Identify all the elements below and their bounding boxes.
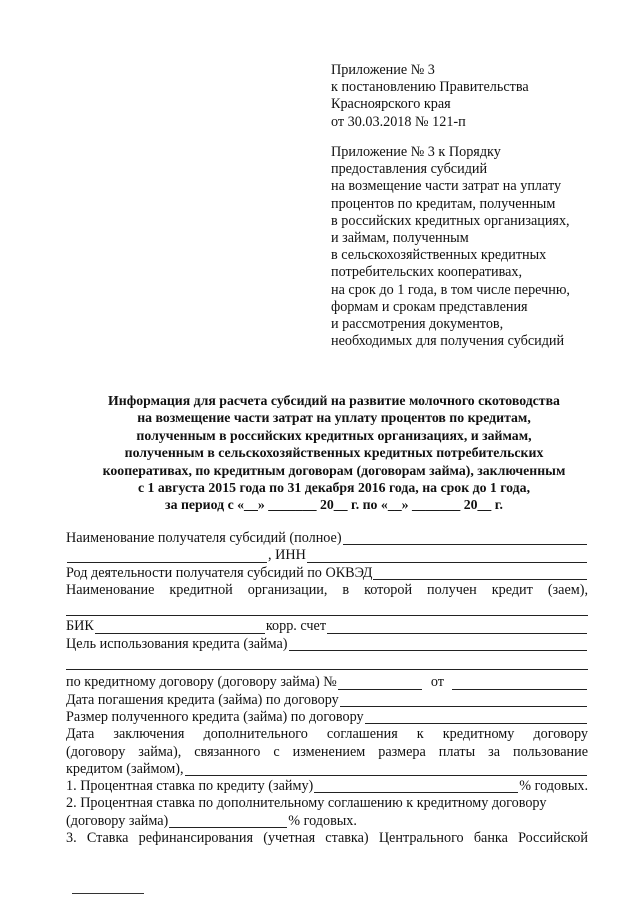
item1-suffix: % годовых.	[519, 778, 588, 795]
recipient-name-label: Наименование получателя субсидий (полное)	[66, 530, 342, 546]
header-line: формам и срокам представления	[331, 298, 528, 315]
purpose-continuation-row	[66, 655, 588, 672]
header-line: к постановлению Правительства	[331, 79, 529, 96]
period-prefix: за период с «	[165, 497, 245, 513]
bik-row	[66, 618, 588, 635]
okved-row	[66, 565, 588, 582]
header-line: Приложение № 3	[331, 62, 435, 78]
item1-label: 1. Процентная ставка по кредиту (займу)	[66, 778, 314, 795]
bik-field[interactable]	[95, 620, 265, 634]
title-line: на возмещение части затрат на уплату процентов по кредитам,	[137, 410, 531, 426]
agreement-from-label: от	[430, 674, 444, 691]
header-line: от 30.03.2018 № 121-п	[331, 113, 466, 130]
appendix-header-decree	[331, 62, 529, 131]
credit-org-label: Наименование кредитной организации, в которой получен кредит (заем),	[66, 581, 588, 598]
recipient-name-continuation-field[interactable]	[67, 549, 267, 563]
inn-field[interactable]	[307, 549, 587, 563]
title-line: полученным в российских кредитных организациях, и займам,	[136, 427, 532, 443]
purpose-label: Цель использования кредита (займа)	[66, 635, 288, 652]
recipient-name-row	[66, 530, 588, 547]
additional-agreement-date-field[interactable]	[185, 762, 587, 776]
header-line: потребительских кооперативах,	[331, 264, 523, 281]
header-line: Красноярского края	[331, 96, 451, 113]
additional-agreement-text: кредитом (займом),	[66, 760, 184, 777]
period-year-to-field[interactable]: __	[477, 497, 492, 513]
item3-label: 3. Ставка рефинансирования (учетная ставка) Центрального банка Российской	[66, 830, 588, 847]
corr-account-label: корр. счет	[265, 618, 327, 635]
repayment-date-label: Дата погашения кредита (займа) по договору	[66, 691, 339, 708]
inn-label: , ИНН	[268, 547, 306, 564]
item1-row	[66, 778, 588, 795]
additional-agreement-row-2	[66, 744, 588, 761]
header-line: Приложение № 3 к Порядку	[331, 144, 501, 160]
item2-rate-field[interactable]	[169, 814, 287, 828]
header-line: и рассмотрения документов,	[331, 315, 504, 332]
additional-agreement-text: Дата заключения дополнительного соглашения к кредитному договору	[66, 726, 588, 743]
purpose-row	[66, 636, 588, 653]
agreement-no-field[interactable]	[338, 676, 422, 690]
period-year-prefix: 20	[463, 497, 478, 513]
amount-field[interactable]	[365, 710, 587, 724]
inn-row	[66, 547, 588, 564]
title-line: с 1 августа 2015 года по 31 декабря 2016 года, на срок до 1 года,	[137, 479, 531, 495]
header-line: в сельскохозяйственных кредитных	[331, 247, 547, 264]
repayment-row	[66, 692, 588, 709]
additional-agreement-row-1	[66, 726, 588, 743]
item2-row-1	[66, 795, 588, 812]
footnote-rule	[72, 893, 144, 894]
credit-org-field-row	[66, 601, 588, 618]
bik-label: БИК	[66, 618, 94, 635]
item2-row-2	[66, 813, 588, 830]
agreement-no-label: по кредитному договору (договору займа) №	[66, 674, 337, 691]
credit-org-row	[66, 582, 588, 599]
agreement-date-field[interactable]	[452, 676, 587, 690]
item3-row	[66, 830, 588, 847]
period-quote: »	[401, 497, 409, 513]
item2-label: (договору займа)	[66, 812, 169, 829]
period-quote: »	[257, 497, 265, 513]
purpose-continuation-field[interactable]	[66, 656, 588, 670]
item2-suffix: % годовых.	[288, 812, 357, 829]
okved-label: Род деятельности получателя субсидий по ОКВЭД	[66, 564, 373, 581]
header-line: и займам, полученным	[331, 229, 469, 246]
form-body	[66, 530, 588, 847]
period-year-from-field[interactable]: __	[333, 497, 348, 513]
additional-agreement-text: (договору займа), связанного с изменением размера платы за пользование	[66, 743, 588, 760]
period-month-to-field[interactable]: _______	[411, 497, 461, 513]
period-end: г.	[494, 497, 503, 513]
title-line: Информация для расчета субсидий на развитие молочного скотоводства	[108, 393, 560, 408]
title-line: кооперативах, по кредитным договорам (договорам займа), заключенным	[102, 462, 566, 478]
agreement-row	[66, 674, 588, 691]
form-title	[60, 392, 608, 514]
item2-label: 2. Процентная ставка по дополнительному соглашению к кредитному договору	[66, 795, 547, 812]
period-day-from-field[interactable]: __	[244, 497, 258, 513]
period-year-prefix: 20	[319, 497, 334, 513]
header-line: предоставления субсидий	[331, 161, 488, 178]
repayment-date-field[interactable]	[340, 693, 587, 707]
header-line: на возмещение части затрат на уплату	[331, 178, 562, 195]
purpose-field[interactable]	[289, 637, 587, 651]
header-line: процентов по кредитам, полученным	[331, 195, 556, 212]
item1-rate-field[interactable]	[314, 779, 518, 793]
header-line: в российских кредитных организациях,	[331, 212, 570, 229]
period-mid: г. по «	[351, 497, 388, 513]
header-line: необходимых для получения субсидий	[331, 333, 565, 350]
appendix-header-procedure	[331, 144, 570, 350]
additional-agreement-row-3	[66, 761, 588, 778]
corr-account-field[interactable]	[327, 620, 587, 634]
period-month-from-field[interactable]: _______	[268, 497, 317, 513]
title-period-line	[60, 496, 608, 513]
period-day-to-field[interactable]: __	[387, 497, 402, 513]
recipient-name-field[interactable]	[343, 531, 587, 545]
okved-field[interactable]	[373, 566, 587, 580]
header-line: на срок до 1 года, в том числе перечню,	[331, 281, 570, 298]
amount-row	[66, 709, 588, 726]
amount-label: Размер полученного кредита (займа) по договору	[66, 708, 364, 725]
credit-org-field[interactable]	[66, 602, 588, 616]
title-line: полученным в сельскохозяйственных кредитных потребительских	[124, 445, 544, 461]
